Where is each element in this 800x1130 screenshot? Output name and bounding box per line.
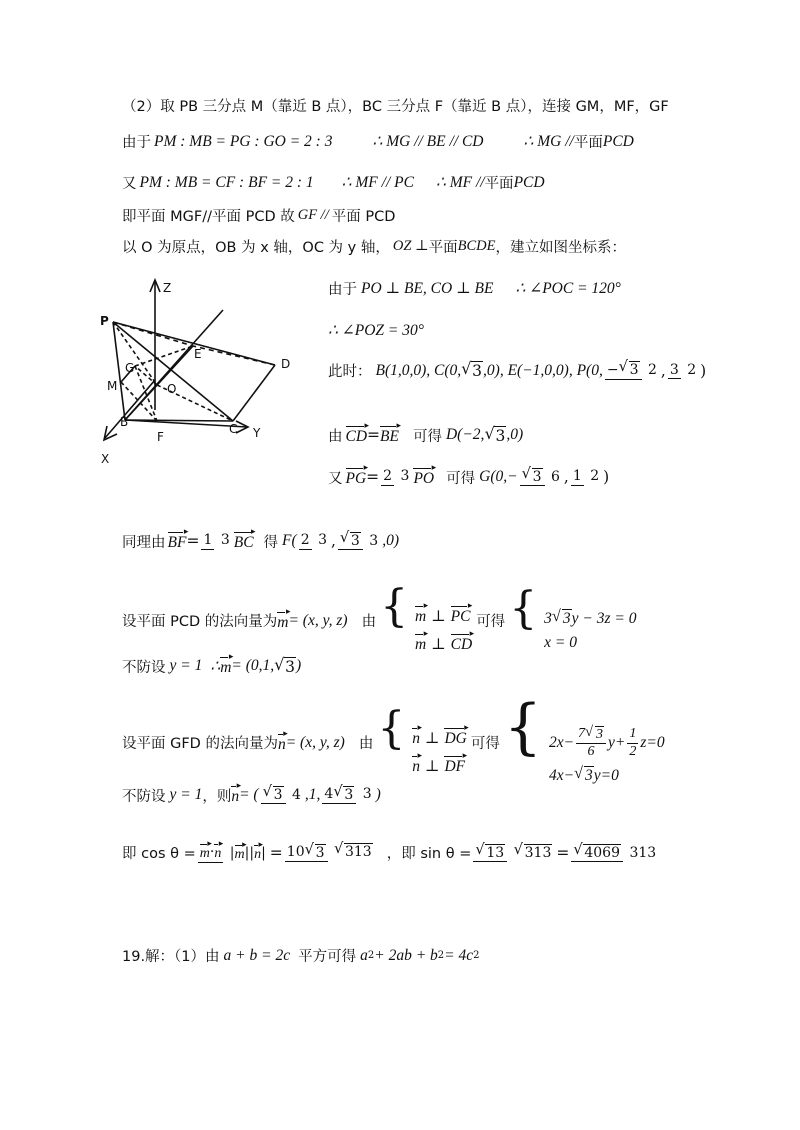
r4-then: 可得	[412, 428, 442, 445]
m6-sin: ，即 sin θ =	[386, 846, 472, 863]
label-b: B	[120, 415, 129, 429]
edge-cd	[233, 365, 275, 421]
m6-eq2: =	[556, 843, 570, 862]
r4-vec-be: BE ▸	[380, 420, 401, 445]
main-line-4	[122, 692, 669, 785]
line-5-end: ，建立如图坐标系：	[495, 240, 627, 256]
r5-prefix: 又	[328, 470, 343, 487]
m6-frac-4-num-radicand: 4069	[584, 844, 620, 861]
m6-frac-1-den-m: m	[234, 847, 245, 862]
m1-vec-bc: BC ▸	[233, 526, 256, 551]
m1-vec-bf: BF ▸	[167, 526, 189, 551]
m1-frac-1	[201, 532, 231, 549]
r3-frac-1-den: 2	[647, 361, 657, 378]
r3-frac-1-radicand: 3	[629, 362, 639, 379]
line-2-prefix: 由于	[122, 135, 151, 151]
r4-d-b: ,0)	[506, 426, 524, 443]
m4-s1-perp: ⊥	[420, 729, 445, 748]
m3-val-a: = (0,1,	[231, 657, 275, 674]
m2-s2-m: m	[415, 636, 427, 653]
line-5-plane-word: 平面	[428, 240, 458, 256]
m2-s1-pc: PC	[450, 608, 471, 625]
r5-frac-3	[571, 468, 601, 485]
r5-frac-3-num: 1	[572, 468, 582, 485]
line-2-plane-name: PCD	[602, 132, 634, 150]
r5-then: 可得	[446, 470, 476, 487]
m1-frac-2	[299, 532, 329, 549]
main-line-1	[122, 526, 400, 552]
m2-by: 由	[361, 614, 377, 630]
m2-system-2: { 3√ 3y − 3z = 0 x = 0	[509, 589, 636, 652]
m2-system-1: { m ▸ ⊥ PC ▸ m ▸ ⊥ CD ▸	[380, 581, 475, 653]
r4-prefix: 由	[328, 428, 343, 445]
r1-angle: ∴ ∠POC = 120°	[515, 280, 621, 297]
m6-frac-1-dot: ·	[209, 844, 215, 860]
main-line-7: 19.解：（1）由 a + b = 2c 平方可得 a 2 + 2ab + b 2 = 4c 2	[122, 946, 480, 965]
right-line-3: 此时： B(1,0,0), C(0, √ 3 ,0), E(−1,0,0), P(0, − √ 3 2 , 3 2 )	[328, 360, 706, 381]
r3-frac-2-num: 3	[669, 361, 679, 378]
m4-r1-frac-coef: 7	[578, 726, 586, 742]
m6-frac-2	[285, 843, 375, 862]
line-be-diag	[125, 310, 223, 420]
r3-coords-a: B(1,0,0), C(0,	[375, 361, 462, 379]
m6-frac-2-coef: 10	[286, 844, 305, 861]
label-g: G	[125, 361, 135, 375]
coordinate-figure	[95, 270, 315, 470]
m5-frac-1-radicand: 3	[273, 786, 283, 803]
r4-vec-be-text: BE	[380, 428, 399, 445]
text-line-5	[122, 236, 626, 257]
m5-frac-2-coef: 4	[324, 786, 334, 803]
r3-prefix: 此时：	[328, 364, 372, 380]
main-line-2	[122, 581, 640, 654]
m1-eq: =	[186, 532, 200, 550]
r1-prefix: 由于	[328, 282, 357, 298]
label-c: C	[229, 422, 238, 436]
m7-rhs: = 4c	[444, 946, 474, 964]
label-m: M	[107, 379, 118, 393]
r5-vec-po-text: PO	[413, 470, 435, 487]
m1-frac-3-den: 3	[369, 532, 379, 549]
text-line-3	[122, 172, 545, 193]
m6-frac-1: m ▸ · n ▸ | m ▸ || n ▸ |	[199, 838, 266, 862]
line-3-plane-name: PCD	[513, 173, 545, 191]
m3-sqrt	[275, 657, 296, 676]
r3-frac-1-sign: −	[606, 361, 619, 378]
m3-vec-m-text: m	[220, 659, 232, 676]
m3-radicand: 3	[285, 657, 296, 676]
line-3-plane-word: 平面	[484, 176, 514, 192]
line-2-conclusion-1: ∴ MG // BE // CD	[372, 133, 484, 150]
m1-vec-bf-text: BF	[167, 534, 187, 551]
m4-s1-n: n	[412, 730, 420, 748]
m5-prefix: 不防设	[122, 788, 166, 805]
right-line-5	[328, 462, 610, 488]
m3-therefore: ∴	[210, 657, 221, 675]
main-line-5	[122, 780, 381, 806]
r1-perp: PO ⊥ BE, CO ⊥ BE	[361, 280, 494, 297]
m6-eq: =	[269, 843, 283, 862]
r5-frac-2-den: 6	[550, 468, 560, 485]
m6-frac-4-den: 313	[629, 844, 657, 861]
label-e: E	[194, 347, 202, 361]
m1-prefix: 同理由	[122, 534, 166, 551]
line-1-text: （2）取 PB 三分点 M（靠近 B 点），BC 三分点 F（靠近 B 点），连接 GM，MF，GF	[122, 99, 669, 115]
text-line-2	[122, 131, 634, 152]
m4-s2-n: n	[412, 758, 420, 776]
m5-vec-n: n ▸	[231, 780, 242, 805]
line-5-plane-name: BCDE	[457, 238, 496, 254]
m4-r2-a: 4x−	[548, 767, 575, 785]
m2-vec-m-text: m	[277, 613, 289, 631]
m5-close: )	[375, 786, 381, 803]
r3-frac-2	[668, 362, 698, 379]
m4-then: 可得	[470, 736, 500, 753]
m5-open: = (	[239, 786, 259, 803]
m2-vec-m: m ▸	[277, 605, 291, 631]
m6-frac-3-num-radicand: 13	[486, 844, 505, 861]
r4-sqrt-radicand: 3	[495, 426, 506, 445]
m3-prefix: 不防设	[122, 659, 166, 676]
m2-s1-m: m	[415, 608, 427, 625]
line-3-conclusion-1: ∴ MF // PC	[341, 174, 414, 191]
m1-comma: ,	[330, 532, 336, 550]
m4-r2-radicand: 3	[585, 767, 593, 785]
m4-r1-frac2-den: 2	[629, 743, 637, 759]
m2-s2-cd: CD	[450, 636, 473, 653]
m3-vec-m: m ▸	[220, 651, 234, 676]
m6-frac-1-bar-a: |	[229, 845, 235, 861]
m4-s2-perp: ⊥	[420, 757, 445, 776]
line-4-text: 即平面 MGF//平面 PCD 故	[122, 209, 295, 225]
right-line-4	[328, 420, 524, 446]
m4-xyz: = (x, y, z)	[285, 733, 345, 751]
r5-vec-po: PO ▸	[413, 462, 437, 487]
r5-vec-pg: PG ▸	[345, 462, 369, 487]
line-4-gf: GF //	[297, 207, 329, 223]
m3-y: y = 1	[169, 657, 203, 674]
m2-r1-coef: 3	[544, 610, 552, 627]
m1-f-b: ,0)	[382, 532, 400, 549]
m4-by: 由	[358, 736, 374, 753]
m4-vec-n-text: n	[277, 735, 286, 753]
m5-then: ，则	[202, 788, 232, 805]
m5-frac-2-radicand: 3	[344, 786, 354, 803]
m6-frac-1-n: n	[214, 846, 222, 861]
r3-frac-1	[605, 361, 659, 379]
r5-vec-pg-text: PG	[345, 470, 367, 487]
r3-sqrt	[462, 361, 483, 380]
m6-frac-1-bar-c: |	[261, 845, 266, 861]
r2-angle: ∴ ∠POZ = 30°	[328, 322, 424, 339]
m1-frac-1-num: 1	[203, 532, 213, 549]
m1-frac-3-radicand: 3	[350, 532, 360, 549]
text-line-1	[122, 95, 669, 116]
line-2-equation: PM : MB = PG : GO = 2 : 3	[154, 132, 333, 150]
m4-r1-a: 2x−	[548, 734, 575, 751]
r3-coords-b: ,0), E(−1,0,0), P(0,	[483, 361, 603, 379]
m2-s1-perp: ⊥	[426, 607, 451, 625]
m6-frac-1-den-n: n	[254, 847, 262, 862]
line-2-conclusion-2: ∴ MG //	[523, 133, 574, 150]
m5-vec-n-text: n	[231, 788, 240, 805]
line-4-plane: 平面 PCD	[331, 209, 396, 225]
line-5-text: 以 O 为原点，OB 为 x 轴，OC 为 y 轴，	[122, 240, 390, 256]
m4-r1-c: z=0	[640, 734, 665, 751]
m2-s2-perp: ⊥	[426, 635, 451, 653]
m5-frac-1	[261, 786, 303, 804]
line-3-equation: PM : MB = CF : BF = 2 : 1	[139, 173, 314, 191]
r5-close: )	[603, 468, 610, 486]
label-d: D	[281, 357, 291, 371]
m5-y: y = 1	[169, 786, 203, 803]
m4-r1-b: y+	[608, 734, 626, 751]
m6-frac-2-radicand: 3	[315, 844, 325, 861]
m1-frac-3	[338, 532, 380, 550]
m4-prefix: 设平面 GFD 的法向量为	[122, 736, 278, 753]
r5-frac-1-num: 2	[383, 468, 393, 485]
line-3-conclusion-2: ∴ MF //	[435, 174, 485, 191]
m4-r1-frac-den: 6	[587, 744, 595, 759]
r4-vec-cd: CD ▸	[345, 420, 370, 445]
m6-cos: 即 cos θ =	[122, 846, 196, 863]
r4-d-a: D(−2,	[445, 426, 485, 443]
m2-prefix: 设平面 PCD 的法向量为	[122, 614, 278, 630]
m4-r1-frac2-num: 1	[627, 726, 638, 743]
line-2-plane-word: 平面	[573, 135, 603, 151]
r5-frac-2	[520, 468, 562, 486]
m7-eq: a + b = 2c	[223, 946, 291, 964]
m6-frac-1-m: m	[199, 846, 210, 861]
main-line-6	[122, 838, 660, 863]
m2-r1-rest: y − 3z = 0	[571, 610, 637, 627]
r4-eq: =	[367, 426, 381, 444]
m1-frac-2-num: 2	[300, 532, 310, 549]
r4-sqrt	[485, 426, 506, 445]
m4-system-1: { n ▸ ⊥ DG ▸ n ▸ ⊥ DF ▸	[377, 703, 469, 776]
m4-r1-frac-radicand: 3	[596, 726, 604, 742]
r4-vec-cd-text: CD	[345, 428, 368, 445]
r5-g-a: G(0,−	[479, 468, 518, 485]
m4-s1-dg: DG	[444, 730, 467, 748]
line-5-oz: OZ ⊥	[392, 238, 429, 254]
r3-frac-2-den: 2	[687, 361, 697, 378]
label-y: Y	[253, 426, 261, 440]
m6-frac-2-den-radicand: 313	[344, 844, 372, 861]
main-line-3	[122, 651, 302, 677]
m1-vec-bc-text: BC	[233, 534, 254, 551]
m2-then: 可得	[476, 614, 506, 630]
m3-close: )	[296, 657, 302, 674]
m6-frac-4	[571, 844, 658, 862]
r3-close: )	[700, 361, 707, 380]
line-3-prefix: 又	[122, 176, 137, 192]
label-p: P	[100, 314, 109, 328]
r3-sqrt-radicand: 3	[472, 362, 483, 380]
m4-system-2: { 2x− 7 √ 3 6 y+ $\frac{1}{2}$ z=0 4x−√ 3y=0	[504, 700, 665, 785]
m1-f-a: F(	[282, 532, 297, 549]
m6-frac-3	[473, 844, 554, 862]
m7-square: 平方可得	[298, 949, 357, 965]
m2-r2: x = 0	[544, 634, 577, 651]
m7-prefix: 19.解：（1）由	[122, 949, 220, 965]
r5-frac-1	[381, 468, 411, 485]
line-gf	[135, 366, 157, 421]
text-line-4	[122, 205, 395, 226]
m4-r2-c: y=0	[593, 767, 619, 785]
r5-frac-2-radicand: 3	[532, 468, 542, 485]
edge-bc	[125, 420, 233, 421]
m5-frac-2-den: 3	[362, 786, 372, 803]
m5-mid: ,1,	[304, 786, 321, 803]
m7-mid: + 2ab + b	[374, 946, 438, 964]
m6-frac-3-den-radicand: 313	[524, 844, 552, 861]
m1-get: 得	[263, 534, 279, 551]
m2-xyz: = (x, y, z)	[288, 611, 348, 629]
r5-eq: =	[366, 468, 380, 486]
m6-frac-1-bar-b: ||	[244, 845, 255, 861]
m7-a: a	[360, 946, 368, 964]
label-f: F	[157, 430, 164, 444]
right-line-1	[328, 278, 621, 299]
edge-pe	[113, 322, 193, 346]
m2-r1-radicand: 3	[562, 610, 571, 627]
label-z: Z	[163, 281, 172, 295]
label-o: O	[167, 382, 177, 396]
m1-frac-1-den: 3	[220, 532, 230, 549]
m4-vec-n: n ▸	[277, 727, 288, 753]
r5-comma: ,	[563, 468, 569, 486]
m5-frac-2	[322, 786, 373, 804]
m4-s2-df: DF	[444, 758, 466, 776]
m5-frac-1-den: 4	[291, 786, 301, 803]
r5-frac-3-den: 2	[590, 468, 600, 485]
r5-frac-1-den: 3	[400, 468, 410, 485]
label-x: X	[101, 452, 110, 466]
right-line-2	[328, 321, 424, 340]
m1-frac-2-den: 3	[318, 532, 327, 549]
